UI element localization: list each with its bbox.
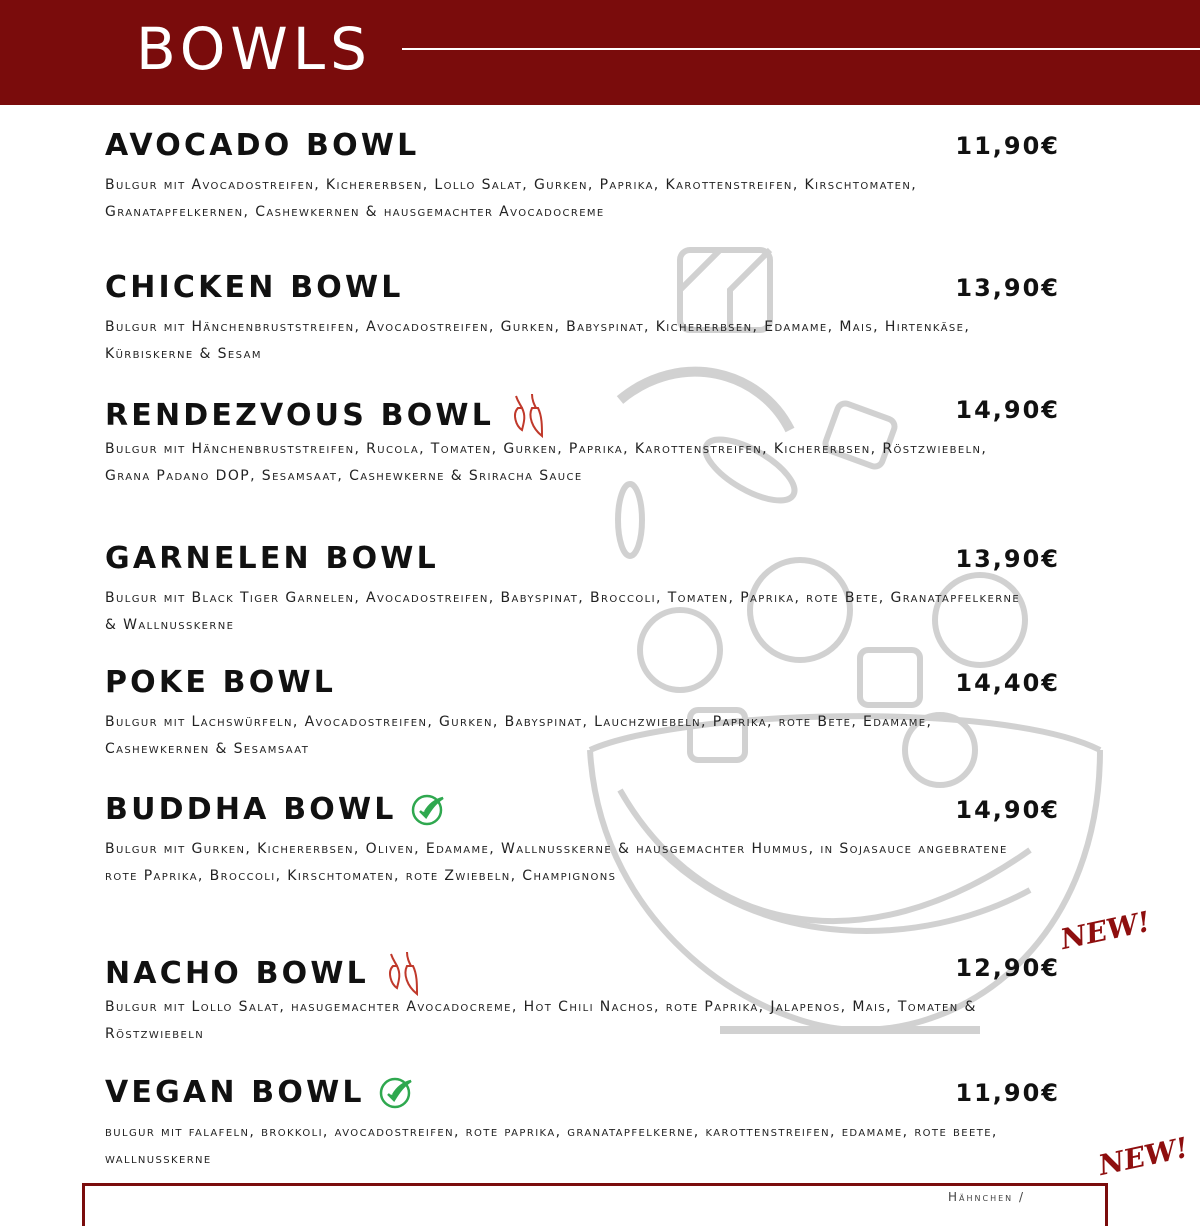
item-description: Bulgur mit Black Tiger Garnelen, Avocadostreifen, Babyspinat, Broccoli, Tomaten, Paprika, rote Bete, Granatapfelkerne & Wallnusskerne: [105, 590, 1021, 633]
item-name: [105, 792, 445, 828]
item-name-text: RENDEZVOUS BOWL: [105, 398, 495, 433]
item-name: [105, 950, 425, 998]
item-price: 11,90€: [955, 132, 1060, 160]
next-section-partial-text: Hähnchen /: [948, 1190, 1025, 1204]
item-description: Bulgur mit Hänchenbruststreifen, Avocadostreifen, Gurken, Babyspinat, Kichererbsen, Edamame, Mais, Hirtenkäse, Kürbiskerne & Sesam: [105, 319, 971, 362]
item-name-text: AVOCADO BOWL: [105, 128, 420, 163]
chili-icon: [508, 392, 550, 440]
item-name-text: CHICKEN BOWL: [105, 270, 404, 305]
item-price: 13,90€: [955, 274, 1060, 302]
item-description: bulgur mit falafeln, brokkoli, avocadostreifen, rote paprika, granatapfelkerne, karottenstreifen, edamame, rote beete, wallnusskerne: [105, 1124, 998, 1167]
item-description: Bulgur mit Hänchenbruststreifen, Rucola, Tomaten, Gurken, Paprika, Karottenstreifen, Kichererbsen, Röstzwiebeln, Grana Padano DOP, Sesamsaat, Cashewkerne & Sriracha Sauce: [105, 441, 988, 484]
item-name: [105, 392, 550, 440]
item-name-text: GARNELEN BOWL: [105, 541, 439, 576]
item-price: 12,90€: [955, 954, 1060, 982]
item-price: 14,90€: [955, 796, 1060, 824]
item-name-text: BUDDHA BOWL: [105, 792, 397, 827]
item-name-text: VEGAN BOWL: [105, 1075, 365, 1110]
item-description: Bulgur mit Gurken, Kichererbsen, Oliven, Edamame, Wallnusskerne & hausgemachter Hummus, in Sojasauce angebratene rote Paprika, Broccoli, Kirschtomaten, rote Zwiebeln, Champignons: [105, 841, 1008, 884]
vegan-leaf-icon: [411, 793, 445, 827]
item-description: Bulgur mit Lollo Salat, hasugemachter Avocadocreme, Hot Chili Nachos, rote Paprika, Jalapenos, Mais, Tomaten & Röstzwiebeln: [105, 999, 977, 1042]
item-name: [105, 541, 439, 577]
item-name: [105, 128, 419, 164]
new-badge: NEW!: [1095, 1130, 1192, 1183]
item-price: 14,90€: [955, 396, 1060, 424]
new-badge: NEW!: [1057, 904, 1154, 957]
item-price: 14,40€: [955, 669, 1060, 697]
chili-icon: [383, 950, 425, 998]
item-description: Bulgur mit Lachswürfeln, Avocadostreifen, Gurken, Babyspinat, Lauchzwiebeln, Paprika, rote Bete, Edamame, Cashewkernen & Sesamsaat: [105, 714, 933, 757]
item-name: [105, 270, 404, 306]
item-name: [105, 665, 336, 701]
vegan-leaf-icon: [379, 1076, 413, 1110]
item-price: 11,90€: [955, 1079, 1060, 1107]
header-divider: [402, 48, 1200, 50]
header-bar: [0, 0, 1200, 105]
page-title: BOWLS: [136, 15, 372, 83]
item-price: 13,90€: [955, 545, 1060, 573]
item-name-text: NACHO BOWL: [105, 956, 369, 991]
item-name-text: POKE BOWL: [105, 665, 337, 700]
item-name: [105, 1075, 413, 1111]
item-description: Bulgur mit Avocadostreifen, Kichererbsen, Lollo Salat, Gurken, Paprika, Karottenstreifen, Kirschtomaten, Granatapfelkernen, Cashewkernen & hausgemachter Avocadocreme: [105, 177, 918, 220]
